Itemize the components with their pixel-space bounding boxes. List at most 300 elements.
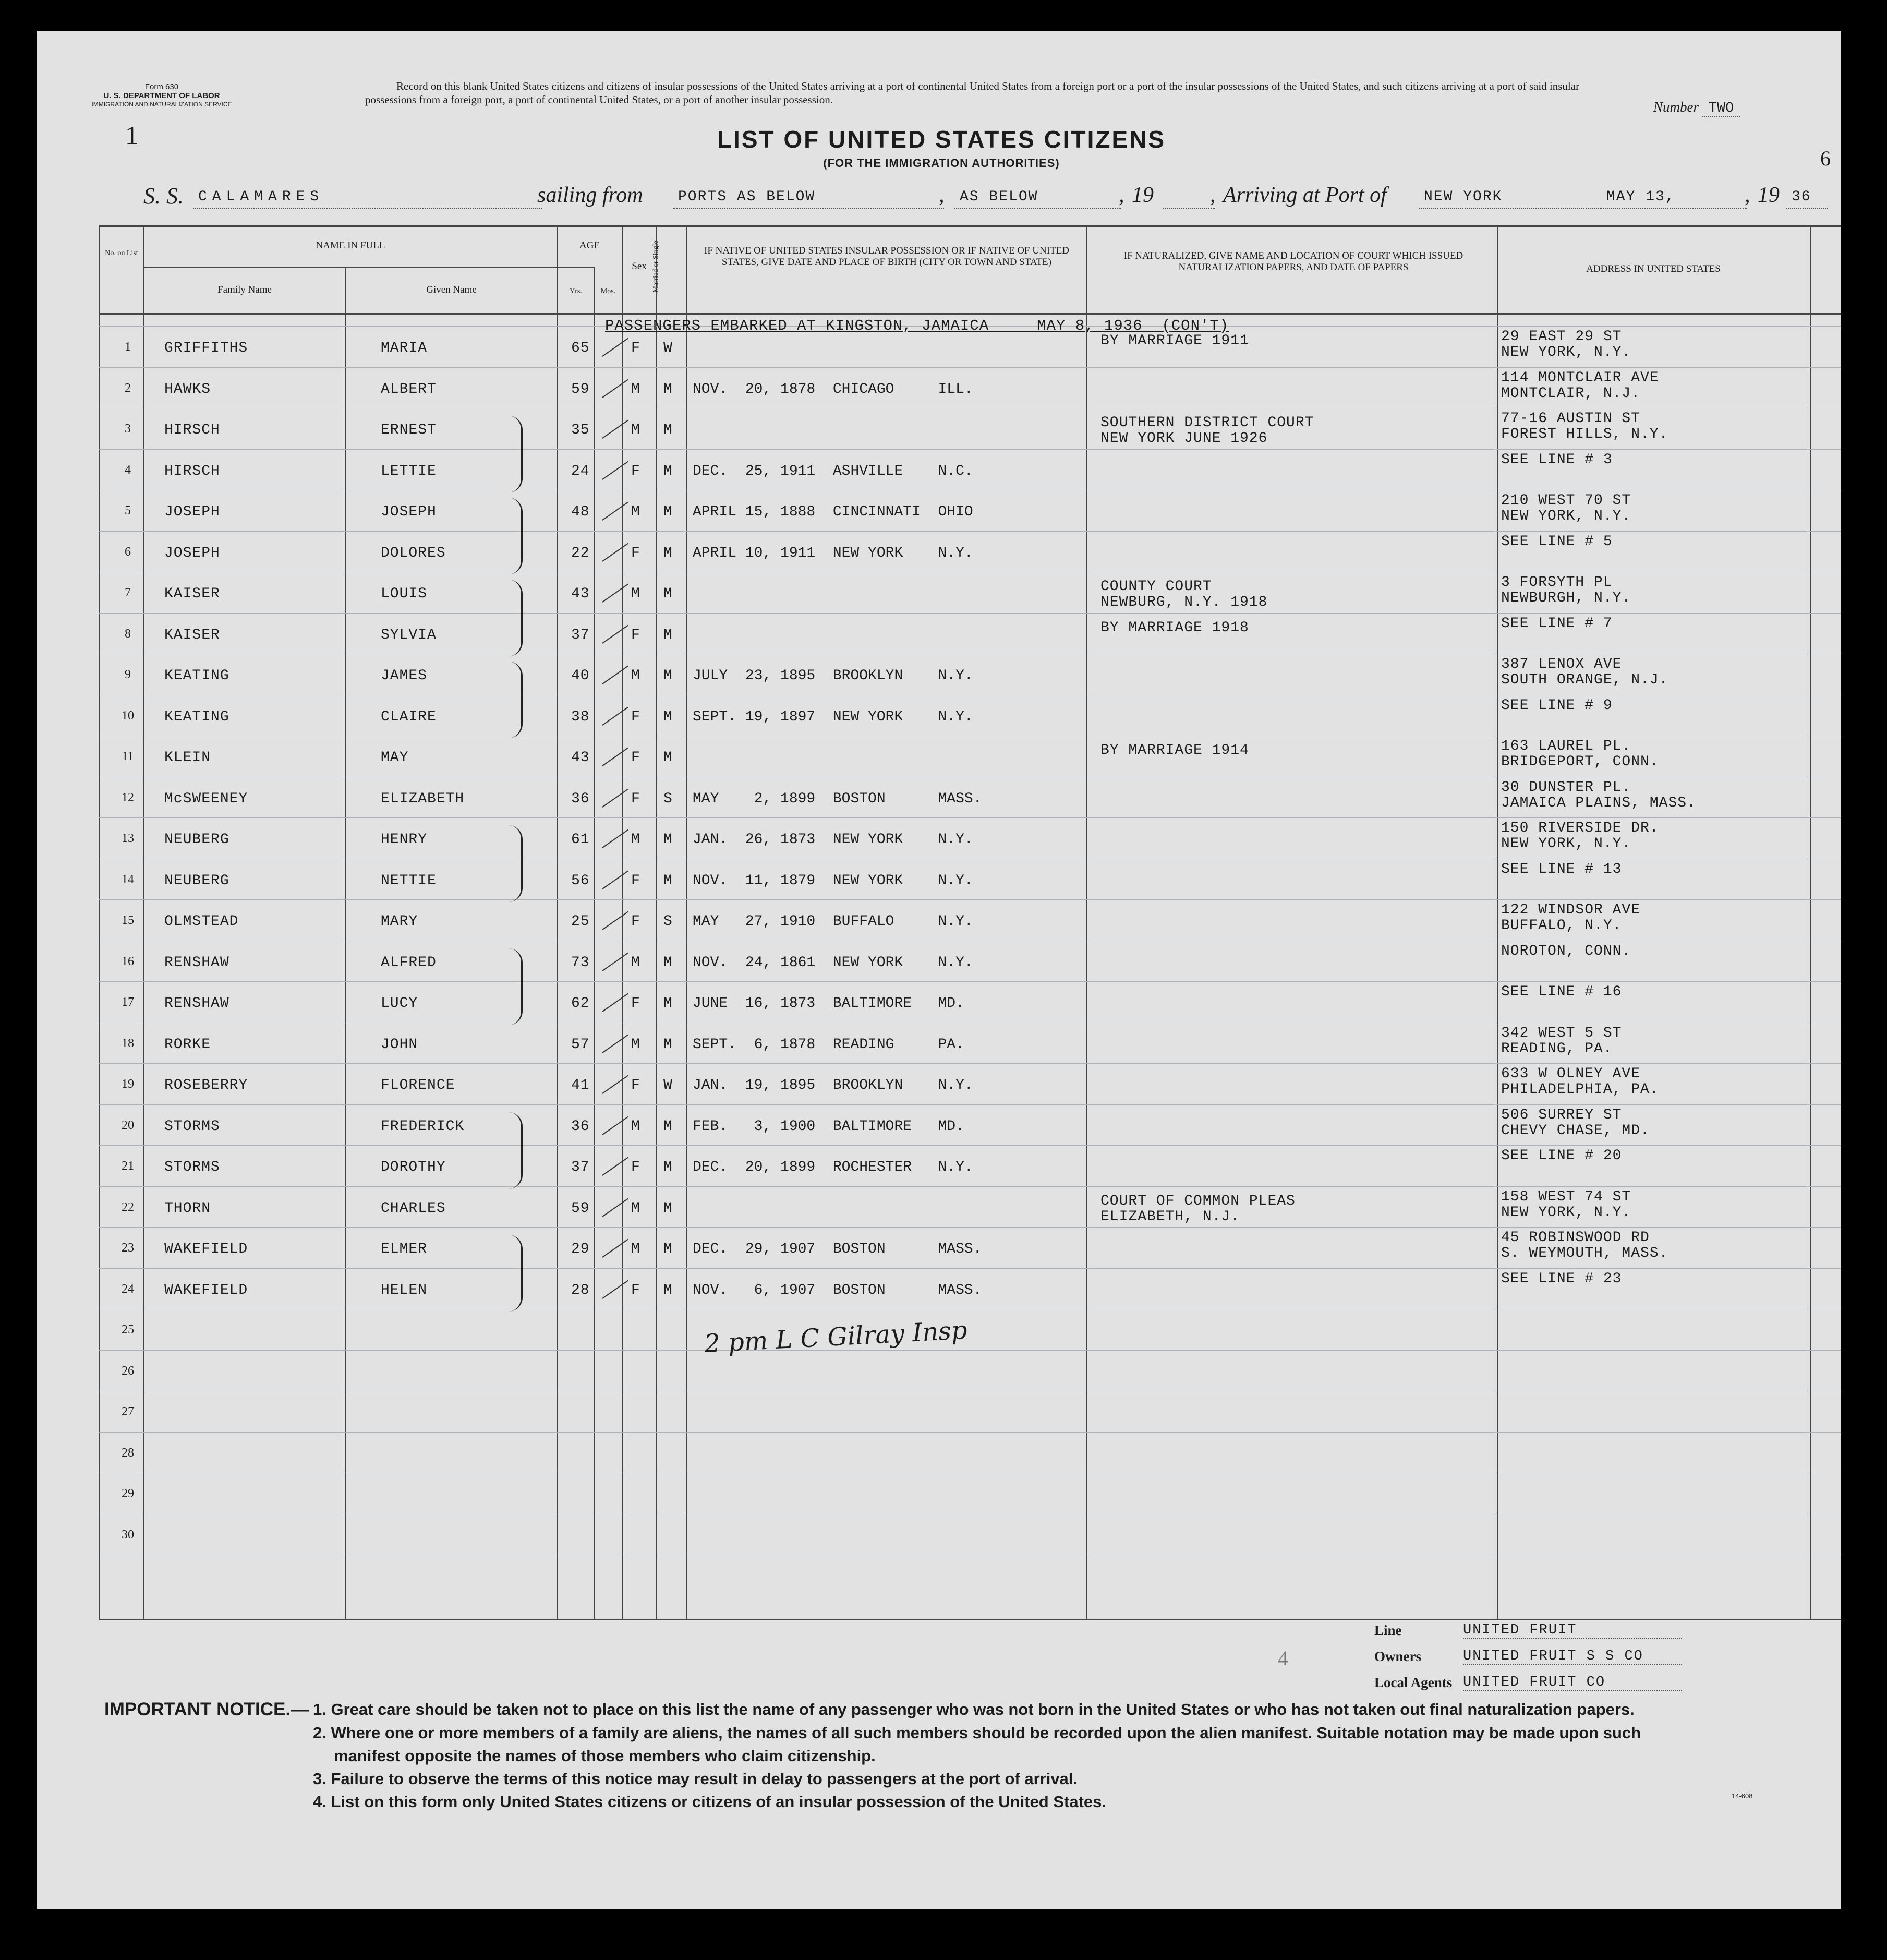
sex: M [631,1036,640,1053]
family-name: KEATING [164,668,229,684]
line-number: 24 [122,1282,134,1296]
birth-info: JAN. 19, 1895 BROOKLYN N.Y. [693,1077,973,1093]
given-name: HELEN [381,1282,428,1298]
embark-note: PASSENGERS EMBARKED AT KINGSTON, JAMAICA MAY 8, 1936 (CON'T) [605,317,1229,334]
sex: M [631,586,640,602]
service: IMMIGRATION AND NATURALIZATION SERVICE [91,101,232,108]
birth-info: SEPT. 19, 1897 NEW YORK N.Y. [693,708,973,725]
marital-status: M [663,872,673,889]
address-line-2: NEW YORK, N.Y. [1501,344,1631,360]
marital-status: M [663,381,673,398]
record-instructions: Record on this blank United States citizens and citizens of insular possessions of the United States arriving at a port of continental United States from a foreign port or a port of the insular possessions of the United States, and such citizens arriving at a port of said insular possessions from a foreign port, a port of continental United States, or a port of another insular possession. [365,80,1580,106]
row-rule [99,1432,1841,1433]
check-mark [602,1075,628,1094]
check-mark [602,1157,628,1176]
birth-info: JUNE 16, 1873 BALTIMORE MD. [693,995,964,1012]
given-name: SYLVIA [381,627,437,643]
line-number: 30 [122,1528,134,1542]
address-line-1: SEE LINE # 7 [1501,615,1613,632]
agents-label: Local Agents [1374,1675,1453,1690]
line-number: 2 [125,381,131,395]
birth-info: FEB. 3, 1900 BALTIMORE MD. [693,1118,964,1135]
address-line-1: 210 WEST 70 ST [1501,492,1631,509]
line-number: 12 [122,790,134,804]
address-line-2: READING, PA. [1501,1040,1613,1057]
given-name: MARIA [381,340,428,356]
given-name: MARY [381,913,418,930]
age-years: 65 [571,340,590,356]
line-number: 9 [125,668,131,681]
row-rule [99,367,1841,368]
age-years: 59 [571,381,590,398]
row-rule [99,1145,1841,1146]
col-border [345,267,346,1619]
manifest-sheet [37,31,1841,1909]
family-brace [509,498,523,574]
row-rule [99,449,1841,450]
family-name: HIRSCH [164,422,220,438]
corner-mark: 1 [125,121,138,150]
marital-status: M [663,708,673,725]
family-name: KEATING [164,708,229,725]
address-line-1: 30 DUNSTER PL. [1501,779,1631,796]
ss-label: S. S. [143,183,184,209]
notice-heading: IMPORTANT NOTICE.— [104,1699,309,1719]
address-line-2: NEW YORK, N.Y. [1501,836,1631,852]
birth-info: DEC. 20, 1899 ROCHESTER N.Y. [693,1159,973,1175]
sailing-from: PORTS AS BELOW [673,189,944,209]
col-border [686,225,687,1619]
form-id-block [78,82,245,109]
age-years: 43 [571,750,590,766]
age-years: 41 [571,1077,590,1093]
family-name: RORKE [164,1036,211,1053]
address-line-1: 158 WEST 74 ST [1501,1188,1631,1205]
age-years: 37 [571,1159,590,1175]
check-mark [602,379,628,398]
sex: M [631,1118,640,1135]
number-label: Number [1653,99,1699,115]
page-subtitle: (FOR THE IMMIGRATION AUTHORITIES) [823,157,1060,170]
sex: F [631,790,640,807]
col-border [99,225,100,1619]
sex: M [631,1200,640,1217]
birth-info: NOV. 11, 1879 NEW YORK N.Y. [693,872,973,889]
sex: F [631,1282,640,1298]
birth-info: NOV. 6, 1907 BOSTON MASS. [693,1282,982,1298]
notice-item-2-cont: manifest opposite the names of those members who claim citizenship. [334,1747,876,1765]
naturalization-line-2: NEWBURG, N.Y. 1918 [1100,594,1268,610]
check-mark [602,788,628,807]
family-brace [509,1235,523,1312]
line-number: 18 [122,1036,134,1050]
naturalization-line-1: COURT OF COMMON PLEAS [1100,1193,1296,1209]
address-line-1: 3 FORSYTH PL [1501,574,1613,591]
line-number: 4 [125,463,131,477]
notice-item-1: 1. Great care should be taken not to place on this list the name of any passenger who was not born in the United States or who has not taken out final naturalization papers. [313,1700,1635,1718]
address-line-1: 506 SURREY ST [1501,1107,1622,1123]
sex: M [631,504,640,520]
col-border [622,225,623,1619]
table-top-border [99,225,1841,227]
line-number: 29 [122,1487,134,1500]
check-mark [602,584,628,603]
given-name: JOHN [381,1036,418,1053]
check-mark [602,1280,628,1298]
address-line-1: 77-16 AUSTIN ST [1501,411,1641,427]
age-years: 36 [571,790,590,807]
sex: F [631,545,640,561]
sex: F [631,1077,640,1093]
notice-item-2: 2. Where one or more members of a family are aliens, the names of all such members should be recorded upon the alien manifest. Suitable notation may be made upon such [313,1724,1641,1742]
line-number: 11 [122,750,134,763]
col-border [1810,225,1811,1619]
row-rule [99,981,1841,982]
row-rule [99,899,1841,900]
age-years: 37 [571,627,590,643]
check-mark [602,748,628,766]
birth-info: SEPT. 6, 1878 READING PA. [693,1036,964,1053]
notice-item-4: 4. List on this form only United States citizens or citizens of an insular possession of the United States. [313,1793,1106,1811]
number-value: TWO [1702,101,1740,117]
family-brace [509,825,523,902]
sailing-label: sailing from [537,183,643,207]
naturalization-line-1: BY MARRIAGE 1918 [1100,619,1249,636]
line-number: 13 [122,832,134,845]
check-mark [602,624,628,643]
arrival-port: NEW YORK [1419,189,1601,209]
birth-info: NOV. 24, 1861 NEW YORK N.Y. [693,954,973,971]
given-name: HENRY [381,832,428,848]
arriving-label: Arriving at Port of [1223,183,1387,207]
line-number: 21 [122,1159,134,1173]
naturalization-line-2: NEW YORK JUNE 1926 [1100,430,1268,447]
page-mark: 6 [1820,147,1831,170]
row-rule [99,1227,1841,1228]
birth-info: APRIL 10, 1911 NEW YORK N.Y. [693,545,973,561]
sex: F [631,872,640,889]
family-name: GRIFFITHS [164,340,248,356]
sex: F [631,340,640,356]
sex: F [631,995,640,1012]
naturalization-line-2: ELIZABETH, N.J. [1100,1208,1240,1225]
sailing-year [1163,189,1215,209]
header-given-name: Given Name [426,284,477,295]
given-name: LUCY [381,995,418,1012]
given-name: ELMER [381,1241,428,1257]
birth-info: MAY 2, 1899 BOSTON MASS. [693,790,982,807]
line-label: Line [1374,1622,1402,1638]
marital-status: M [663,422,673,438]
address-line-2: NEW YORK, N.Y. [1501,508,1631,524]
header-address: ADDRESS IN UNITED STATES [1586,263,1721,274]
address-line-1: 342 WEST 5 ST [1501,1025,1622,1041]
header-family-name: Family Name [217,284,272,295]
address-line-2: S. WEYMOUTH, MASS. [1501,1245,1668,1261]
sex: M [631,422,640,438]
age-years: 56 [571,872,590,889]
age-years: 48 [571,504,590,520]
birth-info: DEC. 25, 1911 ASHVILLE N.C. [693,463,973,479]
line-number: 28 [122,1446,134,1460]
sex: F [631,627,640,643]
arrival-date: MAY 13, [1601,189,1747,209]
address-line-2: PHILADELPHIA, PA. [1501,1081,1659,1098]
age-years: 22 [571,545,590,561]
address-line-1: SEE LINE # 16 [1501,984,1622,1000]
family-name: THORN [164,1200,211,1217]
notice-item-3: 3. Failure to observe the terms of this notice may result in delay to passengers at the port of arrival. [313,1770,1078,1788]
table-bottom-border [99,1619,1841,1620]
marital-status: M [663,668,673,684]
line-value: UNITED FRUIT [1463,1622,1682,1639]
age-years: 40 [571,668,590,684]
marital-status: M [663,954,673,971]
age-years: 35 [571,422,590,438]
sex: F [631,708,640,725]
line-number: 6 [125,545,131,559]
family-name: ROSEBERRY [164,1077,248,1093]
age-years: 57 [571,1036,590,1053]
family-name: STORMS [164,1118,220,1135]
owners-label: Owners [1374,1649,1421,1664]
line-number: 14 [122,872,134,886]
page-title: LIST OF UNITED STATES CITIZENS [717,126,1166,153]
given-name: ALFRED [381,954,437,971]
family-name: NEUBERG [164,872,229,889]
line-number: 3 [125,422,131,436]
family-name: RENSHAW [164,995,229,1012]
footer-code: 14-608 [1732,1792,1753,1800]
naturalization-line-1: BY MARRIAGE 1911 [1100,333,1249,349]
address-line-2: MONTCLAIR, N.J. [1501,385,1641,402]
given-name: FLORENCE [381,1077,455,1093]
family-name: WAKEFIELD [164,1282,248,1298]
address-line-1: NOROTON, CONN. [1501,943,1631,959]
given-name: MAY [381,750,409,766]
family-brace [509,416,523,492]
sex: F [631,913,640,930]
header-name-in-full: NAME IN FULL [316,240,385,251]
age-years: 24 [571,463,590,479]
address-line-1: 633 W OLNEY AVE [1501,1066,1641,1082]
line-number: 19 [122,1077,134,1091]
marital-status: M [663,832,673,848]
line-number: 23 [122,1241,134,1255]
address-line-1: SEE LINE # 9 [1501,697,1613,714]
sex: F [631,750,640,766]
family-name: HIRSCH [164,463,220,479]
family-name: JOSEPH [164,545,220,561]
address-line-1: 29 EAST 29 ST [1501,329,1622,345]
age-years: 59 [571,1200,590,1217]
family-name: STORMS [164,1159,220,1175]
family-brace [509,662,523,738]
birth-info: DEC. 29, 1907 BOSTON MASS. [693,1241,982,1257]
row-rule [99,1350,1841,1351]
birth-info: NOV. 20, 1878 CHICAGO ILL. [693,381,973,398]
header-birth: IF NATIVE OF UNITED STATES INSULAR POSSESSION OR IF NATIVE OF UNITED STATES, GIVE DATE AND PLACE OF BIRTH (CITY OR TOWN AND STATE) [704,245,1069,268]
sex: M [631,954,640,971]
inspector-signature: 2 pm L C Gilray Insp [703,1315,968,1359]
stamp-number: 4 [1278,1646,1288,1670]
address-line-1: 122 WINDSOR AVE [1501,902,1641,918]
age-years: 73 [571,954,590,971]
line-number: 1 [125,340,131,354]
given-name: NETTIE [381,872,437,889]
header-naturalized: IF NATURALIZED, GIVE NAME AND LOCATION OF COURT WHICH ISSUED NATURALIZATION PAPERS, AND DATE OF PAPERS [1123,250,1463,273]
family-name: RENSHAW [164,954,229,971]
address-line-2: BRIDGEPORT, CONN. [1501,754,1659,770]
age-years: 43 [571,586,590,602]
family-name: WAKEFIELD [164,1241,248,1257]
marital-status: M [663,1200,673,1217]
line-number: 26 [122,1364,134,1378]
marital-status: M [663,586,673,602]
family-name: KAISER [164,586,220,602]
marital-status: S [663,790,673,807]
family-name: KAISER [164,627,220,643]
address-line-1: SEE LINE # 23 [1501,1270,1622,1287]
given-name: ALBERT [381,381,437,398]
col-border [656,225,657,1619]
address-line-2: BUFFALO, N.Y. [1501,918,1622,934]
marital-status: M [663,504,673,520]
header-yrs: Yrs. [570,287,582,295]
marital-status: M [663,545,673,561]
address-line-2: NEWBURGH, N.Y. [1501,590,1631,606]
address-line-1: SEE LINE # 3 [1501,451,1613,468]
agents-value: UNITED FRUIT CO [1463,1675,1682,1691]
birth-info: JAN. 26, 1873 NEW YORK N.Y. [693,832,973,848]
given-name: CLAIRE [381,708,437,725]
sex: M [631,832,640,848]
naturalization-line-1: COUNTY COURT [1100,579,1212,595]
address-line-1: 150 RIVERSIDE DR. [1501,820,1659,836]
given-name: CHARLES [381,1200,446,1217]
given-name: JOSEPH [381,504,437,520]
line-number: 22 [122,1200,134,1214]
birth-info: APRIL 15, 1888 CINCINNATI OHIO [693,504,973,520]
line-number: 15 [122,913,134,927]
address-line-2: FOREST HILLS, N.Y. [1501,426,1668,442]
row-rule [99,1268,1841,1269]
check-mark [602,829,628,848]
family-name: KLEIN [164,750,211,766]
check-mark [602,1239,628,1258]
arrival-year-prefix: 19 [1758,183,1780,207]
col-border [1497,225,1498,1619]
arrival-year: 36 [1786,189,1828,209]
line-number: 16 [122,954,134,968]
col-border [143,225,144,1619]
marital-status: M [663,995,673,1012]
given-name: ELIZABETH [381,790,465,807]
marital-status: S [663,913,673,930]
row-rule [99,817,1841,818]
form-number: Form 630 [144,82,179,91]
check-mark [602,666,628,684]
line-number: 7 [125,586,131,599]
number-field [1653,99,1740,116]
sex: M [631,668,640,684]
birth-info: MAY 27, 1910 BUFFALO N.Y. [693,913,973,930]
marital-status: M [663,1241,673,1257]
address-line-1: 387 LENOX AVE [1501,656,1622,672]
age-years: 25 [571,913,590,930]
header-age: AGE [579,240,600,251]
given-name: LOUIS [381,586,428,602]
header-married: Married or Single [652,241,660,293]
check-mark [602,911,628,930]
naturalization-line-1: SOUTHERN DISTRICT COURT [1100,415,1314,431]
check-mark [602,543,628,561]
check-mark [602,420,628,439]
col-border [1086,225,1087,1619]
family-name: HAWKS [164,381,211,398]
age-years: 29 [571,1241,590,1257]
address-line-1: SEE LINE # 13 [1501,861,1622,877]
birth-info: JULY 23, 1895 BROOKLYN N.Y. [693,668,973,684]
address-line-2: SOUTH ORANGE, N.J. [1501,672,1668,688]
header-subrule [143,267,594,268]
family-name: JOSEPH [164,504,220,520]
marital-status: M [663,1159,673,1175]
row-rule [99,1104,1841,1105]
address-line-1: SEE LINE # 5 [1501,533,1613,550]
check-mark [602,706,628,725]
line-number: 27 [122,1405,134,1418]
row-rule [99,531,1841,532]
given-name: JAMES [381,668,428,684]
age-years: 28 [571,1282,590,1298]
address-line-1: 163 LAUREL PL. [1501,738,1631,754]
marital-status: M [663,1282,673,1298]
address-line-2: CHEVY CHASE, MD. [1501,1122,1650,1139]
owners-value: UNITED FRUIT S S CO [1463,1649,1682,1665]
given-name: DOLORES [381,545,446,561]
check-mark [602,338,628,357]
line-number: 5 [125,504,131,518]
address-line-1: 114 MONTCLAIR AVE [1501,369,1659,386]
check-mark [602,952,628,971]
naturalization-line-1: BY MARRIAGE 1914 [1100,742,1249,759]
header-bottom-border [99,313,1841,315]
comma: , [939,183,945,207]
line-number: 25 [122,1323,134,1337]
check-mark [602,1034,628,1053]
address-line-1: 45 ROBINSWOOD RD [1501,1230,1650,1246]
line-number: 8 [125,627,131,641]
check-mark [602,870,628,889]
check-mark [602,1116,628,1135]
check-mark [602,461,628,479]
line-number: 20 [122,1118,134,1132]
address-line-2: JAMAICA PLAINS, MASS. [1501,795,1696,811]
marital-status: M [663,627,673,643]
address-line-2: NEW YORK, N.Y. [1501,1204,1631,1221]
ship-name: CALAMARES [193,189,542,209]
line-number: 17 [122,995,134,1009]
marital-status: M [663,463,673,479]
line-number: 10 [122,708,134,723]
col-border [594,267,595,1619]
family-brace [509,1112,523,1189]
sex: F [631,463,640,479]
family-name: OLMSTEAD [164,913,239,930]
family-name: NEUBERG [164,832,229,848]
comma: , [1210,183,1216,207]
